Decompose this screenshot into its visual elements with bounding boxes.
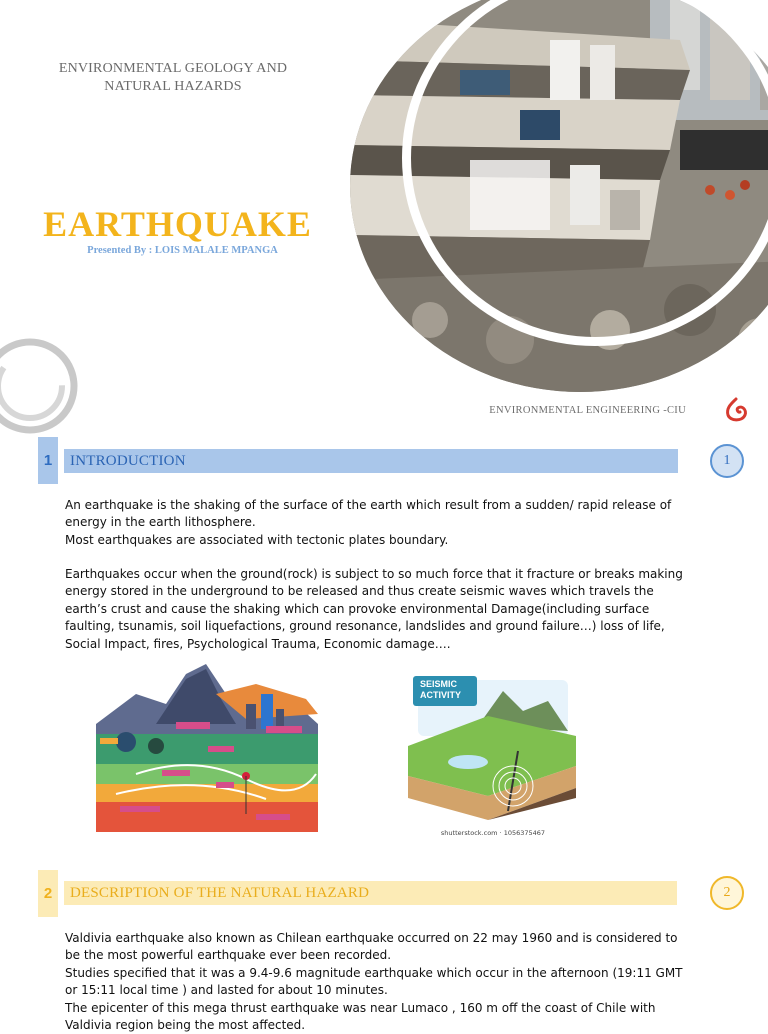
section-number: 1 (38, 437, 58, 484)
earthquake-cross-section-illustration (96, 664, 318, 832)
description-paragraph: Valdivia earthquake also known as Chilean earthquake occurred on 22 may 1960 and is considered to be the most powerful earthquake ever been recorded. Studies specified that it was a 9.4-9.6 magnitude earthquake which occur in the afternoon (19:11 GMT or 15:11 local time ) and lasted for about 10 minutes. The epicenter of this mega thrust earthquake was near Lumaco , 160 m off the coast of Chile with Valdivia region being the most affected. (65, 931, 683, 1033)
university-logo-icon (722, 396, 750, 424)
seismic-activity-illustration (408, 676, 576, 820)
course-title: ENVIRONMENTAL GEOLOGY AND NATURAL HAZARDS (58, 61, 288, 94)
page-number-badge: 2 (710, 876, 744, 910)
department-label: ENVIRONMENTAL ENGINEERING -CIU (489, 405, 686, 416)
section-heading-introduction: INTRODUCTION (64, 449, 678, 473)
image-credit: shutterstock.com · 1056375467 (440, 829, 546, 837)
section-heading-description: DESCRIPTION OF THE NATURAL HAZARD (64, 881, 677, 905)
section-number: 2 (38, 870, 58, 917)
presenter-line: Presented By : LOIS MALALE MPANGA (87, 245, 278, 256)
page-number-badge: 1 (710, 444, 744, 478)
seismic-activity-title: SEISMIC ACTIVITY (420, 679, 462, 700)
cause-paragraph: Earthquakes occur when the ground(rock) is subject to so much force that it fracture or breaks making energy stored in the underground to be released and thus create seismic waves which travels the earth’s crust and cause the shaking which can provoke environmental Damage(including surface faulting, tsunamis, soil liquefactions, ground resonance, landslides and ground failure…) loss of life, Social Impact, fires, Psychological Trauma, Economic damage…. (65, 567, 683, 651)
decorative-circle-icon (0, 338, 84, 434)
document-title: EARTHQUAKE (43, 204, 312, 244)
intro-paragraph: An earthquake is the shaking of the surface of the earth which result from a sudden/ rapid release of energy in the earth lithosphere. Most earthquakes are associated with tectonic plates boundary. (65, 498, 672, 547)
